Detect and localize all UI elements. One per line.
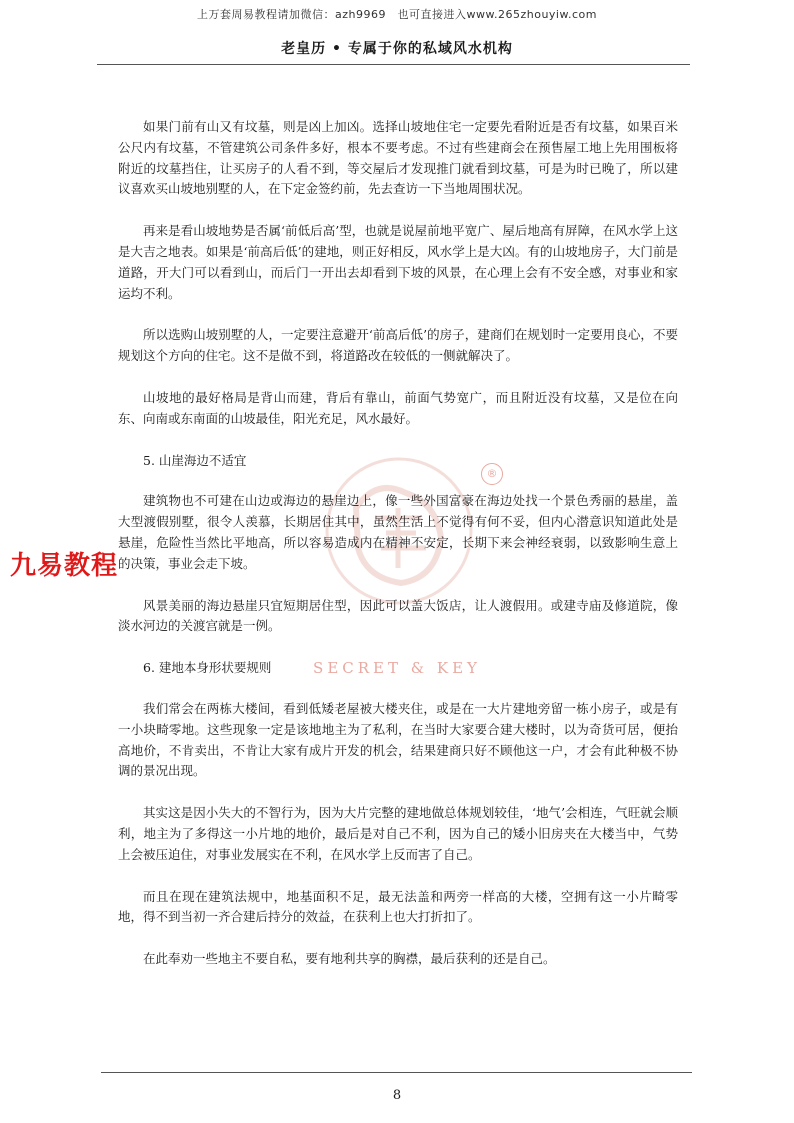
top-promo-note: 上万套周易教程请加微信：azh9969 也可直接进入www.265zhouyiw.com [197,8,597,21]
registered-mark: ® [481,463,503,485]
header-divider [97,64,690,65]
footer-divider [101,1072,692,1073]
brand-watermark: 九易教程 [10,551,119,581]
paragraph: 建筑物也不可建在山边或海边的悬崖边上，像一些外国富豪在海边处找一个景色秀丽的悬崖，盖大型渡假别墅，很令人羡慕，长期居住其中，虽然生活上不觉得有何不妥，但内心潜意识知道此处是悬崖，危险性当然比平地高，所以容易造成内在精神不安定，长期下来会神经衰弱，以致影响生意上的决策，事业会走下坡。 [118,493,678,571]
paragraph: 所以选购山坡别墅的人，一定要注意避开‘前高后低’的房子，建商们在规划时一定要用良心，不要规划这个方向的住宅。这不是做不到，将道路改在较低的一侧就解决了。 [118,327,678,364]
stamp-watermark-text: SECRET & KEY [313,659,481,677]
page-header-title: 老皇历 • 专属于你的私域风水机构 [281,41,513,57]
section-heading: 5. 山崖海边不适宜 [143,452,247,468]
section-heading: 6. 建地本身形状要规则 [143,660,272,676]
paragraph: 再来是看山坡地势是否属‘前低后高’型，也就是说屋前地平宽广、屋后地高有屏障，在风水学上这是大吉之地表。如果是‘前高后低’的建地，则正好相反，风水学上是大凶。有的山坡地房子，大门前是道路，开大门可以看到山，而后门一开出去却看到下坡的风景，在心理上会有不安全感，对事业和家运均不利。 [118,223,678,301]
page-number: 8 [392,1088,402,1103]
paragraph: 如果门前有山又有坟墓，则是凶上加凶。选择山坡地住宅一定要先看附近是否有坟墓，如果百米公尺内有坟墓，不管建筑公司条件多好，根本不要考虑。不过有些建商会在预售屋工地上先用围板将附近的坟墓挡住，让买房子的人看不到，等交屋后才发现推门就看到坟墓，可是为时已晚了，所以建议喜欢买山坡地别墅的人，在下定金签约前，先去查访一下当地周围状况。 [118,119,678,197]
paragraph: 我们常会在两栋大楼间，看到低矮老屋被大楼夹住，或是在一大片建地旁留一栋小房子，或是有一小块畸零地。这些现象一定是该地地主为了私利，在当时大家要合建大楼时，以为奇货可居，便抬高地价，不肯卖出，不肯让大家有成片开发的机会，结果建商只好不顾他这一户，才会有此种极不协调的景况出现。 [118,700,678,779]
paragraph: 山坡地的最好格局是背山而建，背后有靠山，前面气势宽广，而且附近没有坟墓，又是位在向东、向南或东南面的山坡最佳，阳光充足，风水最好。 [118,389,678,426]
paragraph: 而且在现在建筑法规中，地基面积不足，最无法盖和两旁一样高的大楼，空拥有这一小片畸零地，得不到当初一齐合建后持分的效益，在获利上也大打折扣了。 [118,888,678,925]
paragraph: 其实这是因小失大的不智行为，因为大片完整的建地做总体规划较佳，‘地气’会相连，气旺就会顺利，地主为了多得这一小片地的地价，最后是对自己不利，因为自己的矮小旧房夹在大楼当中，气势上会被压迫住，对事业发展实在不利，在风水学上反而害了自己。 [118,805,678,862]
paragraph: 风景美丽的海边悬崖只宜短期居住型，因此可以盖大饭店，让人渡假用。或建寺庙及修道院，像淡水河边的关渡宫就是一例。 [118,597,678,634]
document-body [118,117,678,991]
paragraph: 在此奉劝一些地主不要自私，要有地利共享的胸襟，最后获利的还是自己。 [143,951,556,967]
